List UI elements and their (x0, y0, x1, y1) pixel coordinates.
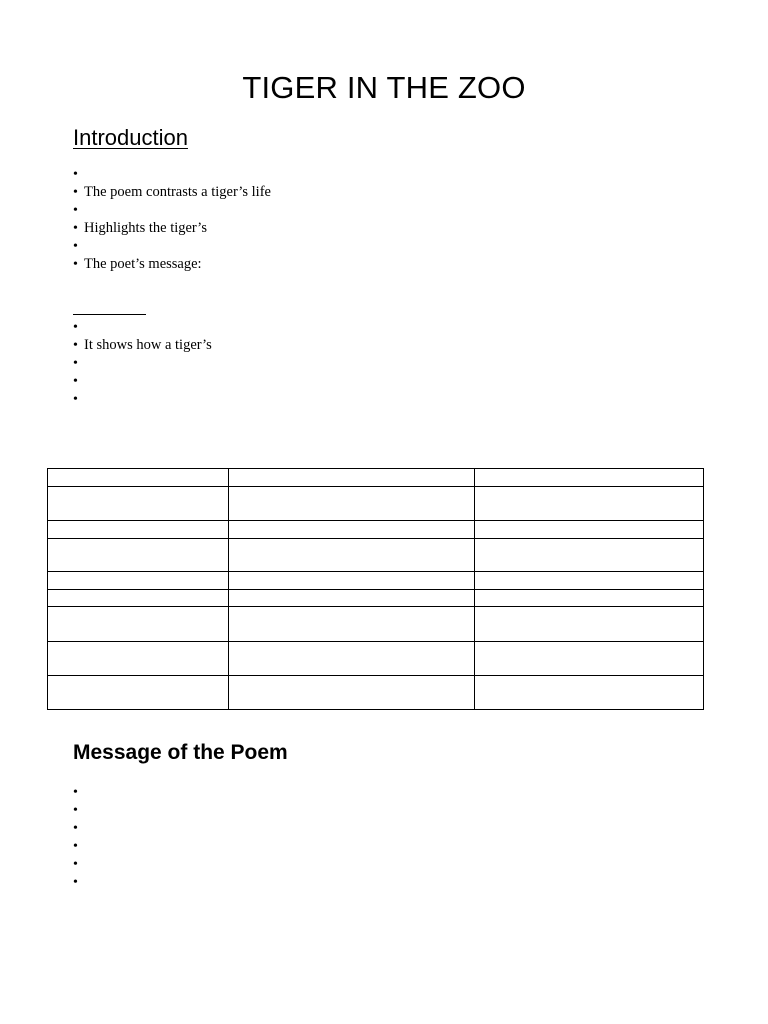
table-cell (475, 521, 704, 539)
table-row (48, 487, 704, 521)
list-item (73, 354, 212, 372)
table-cell (475, 676, 704, 710)
table-cell (475, 487, 704, 521)
list-item (73, 783, 84, 801)
list-item (73, 873, 84, 891)
table-cell (475, 539, 704, 572)
table-cell (48, 676, 229, 710)
list-item: • It shows how a tiger’s (73, 336, 212, 354)
table-cell (48, 590, 229, 607)
list-item (73, 855, 84, 873)
introduction-bullet-list (73, 165, 271, 273)
table-cell (475, 642, 704, 676)
table-row (48, 539, 704, 572)
table-cell (475, 469, 704, 487)
table-row (48, 607, 704, 642)
list-item: • Highlights the tiger’s (73, 219, 271, 237)
table-cell (229, 469, 475, 487)
message-bullet-list (73, 783, 84, 891)
introduction-heading: Introduction (73, 125, 188, 150)
table-cell (48, 642, 229, 676)
table-row (48, 590, 704, 607)
table-cell (229, 607, 475, 642)
table-cell (48, 607, 229, 642)
second-section-bullet-list (73, 318, 212, 408)
table-cell (229, 642, 475, 676)
list-item (73, 237, 271, 255)
table-cell (229, 572, 475, 590)
list-item (73, 801, 84, 819)
table-cell (48, 572, 229, 590)
list-item: • The poet’s message: (73, 255, 271, 273)
table-cell (475, 590, 704, 607)
table-cell (475, 607, 704, 642)
poem-table (47, 468, 704, 710)
page-title: TIGER IN THE ZOO (242, 70, 526, 105)
list-item (73, 390, 212, 408)
table-cell (475, 572, 704, 590)
list-item (73, 372, 212, 390)
table-cell (48, 539, 229, 572)
table-cell (48, 469, 229, 487)
table-row (48, 521, 704, 539)
table-row (48, 642, 704, 676)
table-row (48, 469, 704, 487)
list-item (73, 837, 84, 855)
table-row (48, 676, 704, 710)
table-cell (48, 521, 229, 539)
message-heading: Message of the Poem (73, 741, 288, 764)
list-item (73, 201, 271, 219)
table-cell (229, 676, 475, 710)
list-item (73, 819, 84, 837)
section-underline-rule (73, 314, 146, 315)
table-cell (229, 539, 475, 572)
table-row (48, 572, 704, 590)
table-cell (229, 521, 475, 539)
table-cell (229, 590, 475, 607)
list-item: • The poem contrasts a tiger’s life (73, 183, 271, 201)
list-item (73, 165, 271, 183)
table-cell (48, 487, 229, 521)
table-cell (229, 487, 475, 521)
list-item (73, 318, 212, 336)
